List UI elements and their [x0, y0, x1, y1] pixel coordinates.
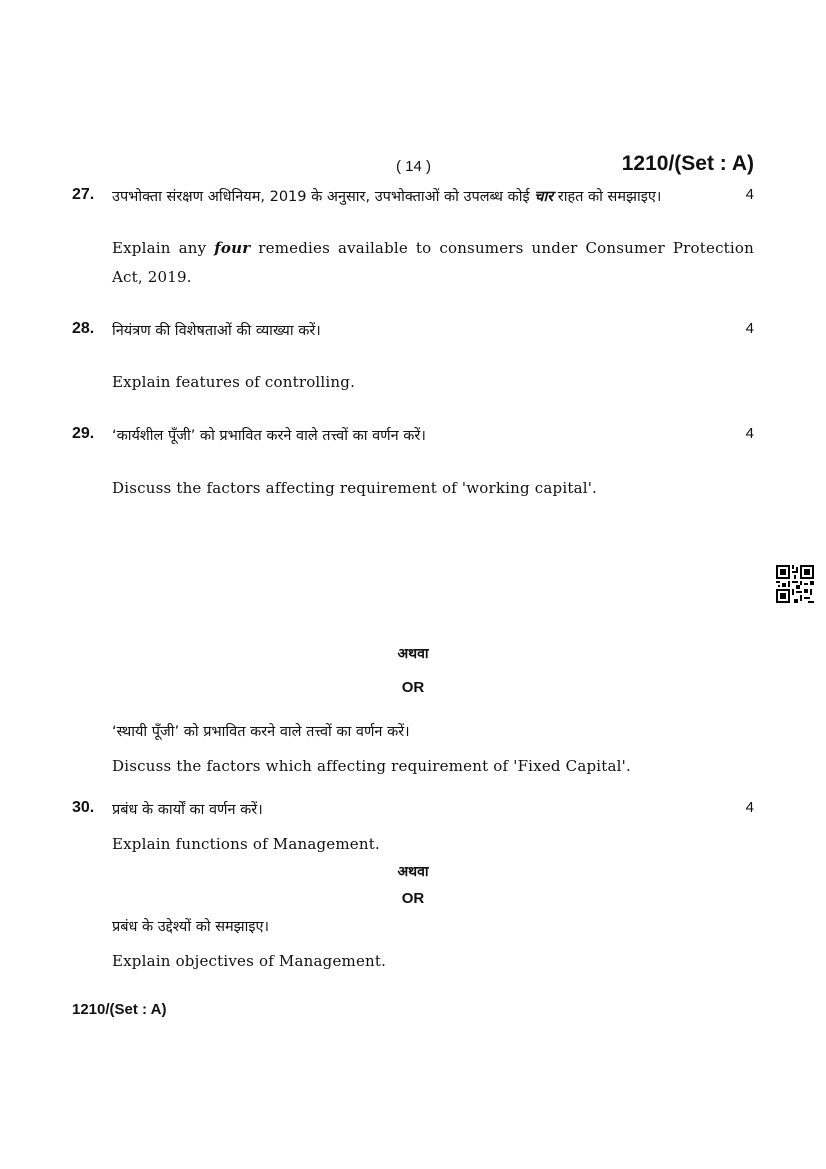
- or-divider-english: OR: [401, 890, 425, 907]
- question-english: Explain features of controlling.: [112, 373, 356, 391]
- qr-code-icon: [776, 565, 814, 603]
- alternative-question-english: Discuss the factors which affecting requirement of 'Fixed Capital'.: [112, 757, 631, 775]
- page-number: ( 14 ): [396, 158, 432, 175]
- question-marks: 4: [745, 425, 754, 442]
- question-number: 29.: [72, 425, 95, 442]
- paper-code-footer: 1210/(Set : A): [72, 1001, 167, 1018]
- english-line-1: [112, 234, 754, 263]
- question-marks: 4: [745, 320, 754, 337]
- or-divider-english: OR: [401, 679, 425, 696]
- alternative-question-hindi: प्रबंध के उद्देश्यों को समझाइए।: [112, 919, 270, 935]
- question-hindi: प्रबंध के कार्यों का वर्णन करें।: [112, 802, 263, 818]
- alternative-question-hindi: ‘स्थायी पूँजी’ को प्रभावित करने वाले तत्त्वों का वर्णन करें।: [112, 724, 410, 740]
- question-english: Explain functions of Management.: [112, 835, 380, 853]
- question-english: [112, 234, 754, 292]
- or-divider-hindi: अथवा: [397, 864, 429, 880]
- english-line-2: Act, 2019.: [112, 268, 192, 286]
- question-english: Discuss the factors affecting requirement of 'working capital'.: [112, 479, 597, 497]
- alternative-question-english: Explain objectives of Management.: [112, 952, 387, 970]
- paper-code-header: 1210/(Set : A): [621, 152, 754, 175]
- question-hindi: [112, 186, 754, 206]
- or-divider-hindi: अथवा: [397, 646, 429, 662]
- question-number: 28.: [72, 320, 95, 337]
- english-text: Explain any: [112, 239, 215, 257]
- question-hindi: ‘कार्यशील पूँजी’ को प्रभावित करने वाले तत्त्वों का वर्णन करें।: [112, 428, 426, 444]
- question-marks: 4: [745, 799, 754, 816]
- english-text: remedies available to consumers under Consumer Protection: [250, 239, 754, 257]
- question-hindi: नियंत्रण की विशेषताओं की व्याख्या करें।: [112, 323, 321, 339]
- hindi-text: राहत को समझाइए।: [553, 189, 662, 205]
- question-marks: 4: [745, 186, 754, 203]
- question-number: 27.: [72, 186, 95, 203]
- question-number: 30.: [72, 799, 95, 816]
- english-emphasis: four: [214, 239, 251, 257]
- hindi-emphasis: चार: [534, 189, 554, 205]
- hindi-text: उपभोक्ता संरक्षण अधिनियम, 2019 के अनुसार, उपभोक्ताओं को उपलब्ध कोई: [112, 189, 535, 205]
